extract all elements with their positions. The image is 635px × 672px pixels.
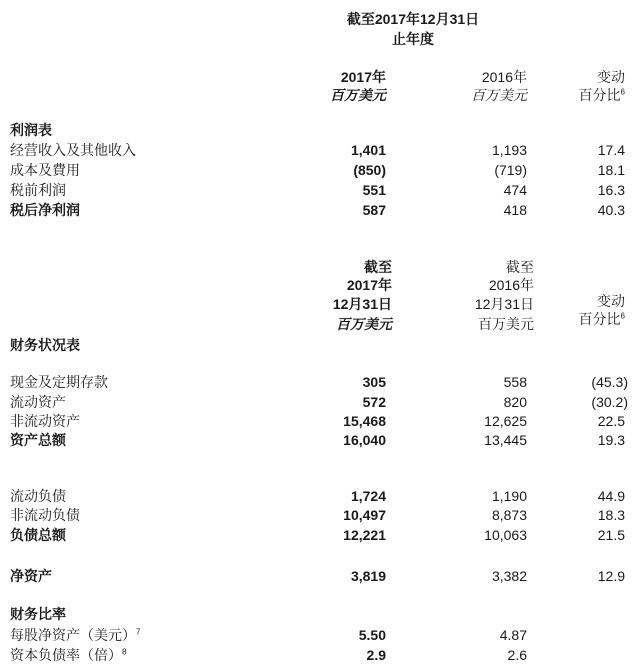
value-2017: 587 (362, 202, 386, 218)
footnote-ref: 7 (136, 627, 141, 637)
value-2016: (719) (494, 162, 527, 178)
value-2016: 1,190 (491, 488, 527, 504)
row-label: 现金及定期存款 (10, 374, 108, 390)
col-2016-unit: 百万美元 (471, 87, 527, 103)
col-2016-header-line1: 截至 (506, 259, 534, 275)
value-2017: 10,497 (343, 507, 386, 523)
col-2016-header-line3: 12月31日 (474, 296, 534, 312)
value-change: 18.3 (597, 507, 625, 523)
row-label: 非流动资产 (10, 413, 80, 429)
value-change: 21.5 (597, 527, 625, 543)
col-2016-header: 2016年 (481, 69, 527, 85)
section-title-income: 利润表 (10, 122, 52, 138)
value-change: 18.1 (597, 162, 625, 178)
row-label: 经营收入及其他收入 (10, 142, 136, 158)
row-label: 每股净资产（美元）$^7$ (10, 627, 141, 643)
value-2017: 551 (362, 182, 386, 198)
footnote-ref: 8 (122, 647, 127, 657)
row-label: 净资产 (10, 568, 52, 584)
row-label: 税前利润 (10, 182, 66, 198)
value-change: 16.3 (597, 182, 625, 198)
value-change: 12.9 (597, 568, 625, 584)
value-change: (45.3) (591, 374, 628, 390)
row-label: 资产总额 (10, 432, 66, 448)
change-unit: 百分比$^6$ (578, 87, 625, 103)
section-title-ratios: 财务比率 (10, 606, 66, 622)
value-2017: (850) (353, 162, 386, 178)
change-header: 变动 (597, 69, 625, 85)
value-2017: 305 (362, 374, 386, 390)
period-header-line1: 截至2017年12月31日 (346, 11, 480, 27)
row-label: 非流动负债 (10, 507, 80, 523)
col-2017-unit: 百万美元 (336, 316, 392, 332)
value-2016: 8,873 (491, 507, 527, 523)
row-label: 税后净利润 (10, 202, 80, 218)
value-2017: 3,819 (350, 568, 386, 584)
value-2016: 12,625 (484, 413, 527, 429)
value-2017: 5.50 (358, 627, 386, 643)
change-unit: 百分比$^6$ (578, 311, 625, 327)
row-label: 流动负债 (10, 488, 66, 504)
value-2016: 1,193 (491, 142, 527, 158)
value-2017: 16,040 (343, 432, 386, 448)
col-2017-header-line1: 截至 (364, 259, 392, 275)
col-2016-unit: 百万美元 (478, 316, 534, 332)
col-2017-header-line2: 2017年 (346, 277, 392, 293)
col-2017-header: 2017年 (340, 69, 386, 85)
col-2016-header-line2: 2016年 (488, 277, 534, 293)
row-label: 负债总额 (10, 527, 66, 543)
value-2016: 4.87 (499, 627, 527, 643)
value-2017: 1,724 (350, 488, 386, 504)
footnote-ref: 6 (620, 311, 625, 321)
row-label: 成本及費用 (10, 162, 80, 178)
value-2016: 820 (503, 394, 527, 410)
value-change: 44.9 (597, 488, 625, 504)
value-change: (30.2) (591, 394, 628, 410)
value-2016: 3,382 (491, 568, 527, 584)
col-2017-unit: 百万美元 (330, 87, 386, 103)
value-2016: 13,445 (484, 432, 527, 448)
row-label: 资本负债率（倍）$^8$ (10, 647, 127, 663)
change-header: 变动 (597, 293, 625, 309)
footnote-ref: 6 (620, 87, 625, 97)
value-change: 40.3 (597, 202, 625, 218)
value-change: 22.5 (597, 413, 625, 429)
value-2016: 2.6 (507, 647, 527, 663)
value-2016: 418 (503, 202, 527, 218)
row-label: 流动资产 (10, 394, 66, 410)
section-title-balance: 财务状况表 (10, 337, 80, 353)
value-2016: 474 (503, 182, 527, 198)
value-2017: 12,221 (343, 527, 386, 543)
value-2017: 572 (362, 394, 386, 410)
value-2016: 558 (503, 374, 527, 390)
value-2016: 10,063 (484, 527, 527, 543)
period-header-line2: 止年度 (392, 31, 434, 47)
value-2017: 2.9 (366, 647, 386, 663)
value-2017: 1,401 (350, 142, 386, 158)
value-change: 19.3 (597, 432, 625, 448)
value-change: 17.4 (597, 142, 625, 158)
col-2017-header-line3: 12月31日 (332, 296, 392, 312)
value-2017: 15,468 (343, 413, 386, 429)
